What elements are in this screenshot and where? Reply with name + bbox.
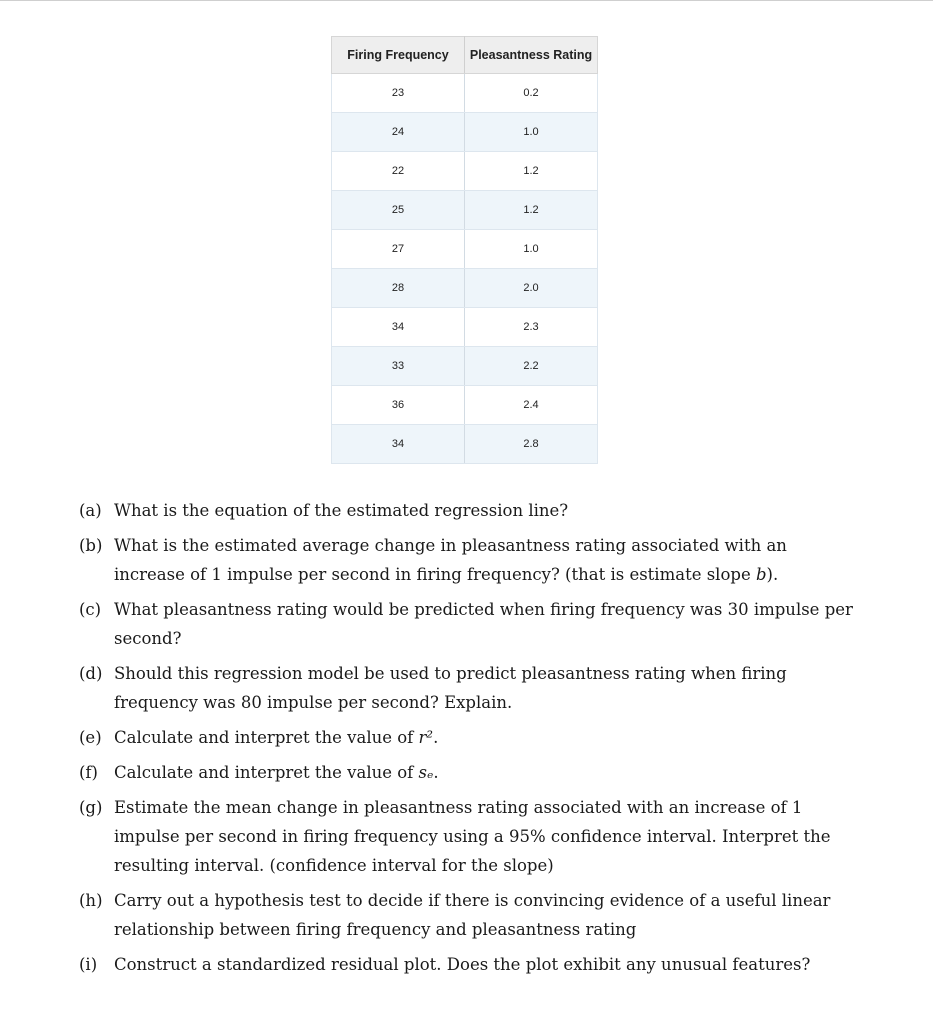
cell-pleasantness-rating: 1.2 [465,152,598,191]
table-row [332,74,598,113]
question-d [0,659,933,717]
cell-pleasantness-rating: 2.2 [465,347,598,386]
question-text: Estimate the mean change in pleasantness rating associated with an increase of 1 impulse per second in firing frequency using a 95% confidence interval. Interpret the resulting interval. (confidence interval for the slope) [114,798,831,875]
table-row [332,347,598,386]
question-letter: (b) [79,536,103,555]
cell-pleasantness-rating: 0.2 [465,74,598,113]
question-letter: (e) [79,728,102,747]
question-b [0,531,933,589]
question-letter: (h) [79,891,103,910]
table-header-row [332,37,598,74]
cell-firing-frequency: 34 [332,425,465,464]
question-letter: (g) [79,798,103,817]
question-letter: (c) [79,600,102,619]
math-r-squared: r² [418,728,434,747]
math-slope-b: b [755,565,767,584]
question-text: Carry out a hypothesis test to decide if there is convincing evidence of a useful linear relationship between firing frequency and pleasantness rating [114,891,831,939]
question-i [0,950,933,979]
table-row [332,230,598,269]
question-text: Calculate and interpret the value of r². [114,728,439,747]
question-c [0,595,933,653]
question-text: What pleasantness rating would be predicted when firing frequency was 30 impulse per second? [114,600,853,648]
math-s-e: sₑ [418,763,434,782]
question-a [0,496,933,525]
cell-firing-frequency: 25 [332,191,465,230]
table-row [332,386,598,425]
cell-firing-frequency: 23 [332,74,465,113]
column-header-pleasantness-rating: Pleasantness Rating [465,37,598,74]
table-row [332,152,598,191]
cell-pleasantness-rating: 1.2 [465,191,598,230]
cell-pleasantness-rating: 1.0 [465,230,598,269]
table-row [332,308,598,347]
question-letter: (a) [79,501,102,520]
table-row [332,269,598,308]
table-row [332,191,598,230]
cell-pleasantness-rating: 2.0 [465,269,598,308]
cell-firing-frequency: 34 [332,308,465,347]
question-f [0,758,933,787]
cell-firing-frequency: 24 [332,113,465,152]
cell-firing-frequency: 36 [332,386,465,425]
question-letter: (i) [79,955,98,974]
question-e [0,723,933,752]
question-letter: (f) [79,763,98,782]
question-text: Calculate and interpret the value of sₑ. [114,763,439,782]
question-text: Construct a standardized residual plot. Does the plot exhibit any unusual features? [114,955,811,974]
data-table [331,36,598,464]
question-text: Should this regression model be used to predict pleasantness rating when firing frequency was 80 impulse per second? Explain. [114,664,787,712]
cell-firing-frequency: 22 [332,152,465,191]
cell-pleasantness-rating: 2.8 [465,425,598,464]
question-h [0,886,933,944]
cell-pleasantness-rating: 2.3 [465,308,598,347]
question-text: What is the estimated average change in pleasantness rating associated with an increase of 1 impulse per second in firing frequency? (that is estimate slope b). [114,536,787,584]
cell-firing-frequency: 27 [332,230,465,269]
question-g [0,793,933,880]
top-divider [0,0,933,1]
column-header-firing-frequency: Firing Frequency [332,37,465,74]
cell-pleasantness-rating: 2.4 [465,386,598,425]
cell-firing-frequency: 28 [332,269,465,308]
table-row [332,113,598,152]
question-text: What is the equation of the estimated regression line? [114,501,569,520]
question-list [0,496,933,985]
cell-pleasantness-rating: 1.0 [465,113,598,152]
cell-firing-frequency: 33 [332,347,465,386]
question-letter: (d) [79,664,103,683]
table-row [332,425,598,464]
